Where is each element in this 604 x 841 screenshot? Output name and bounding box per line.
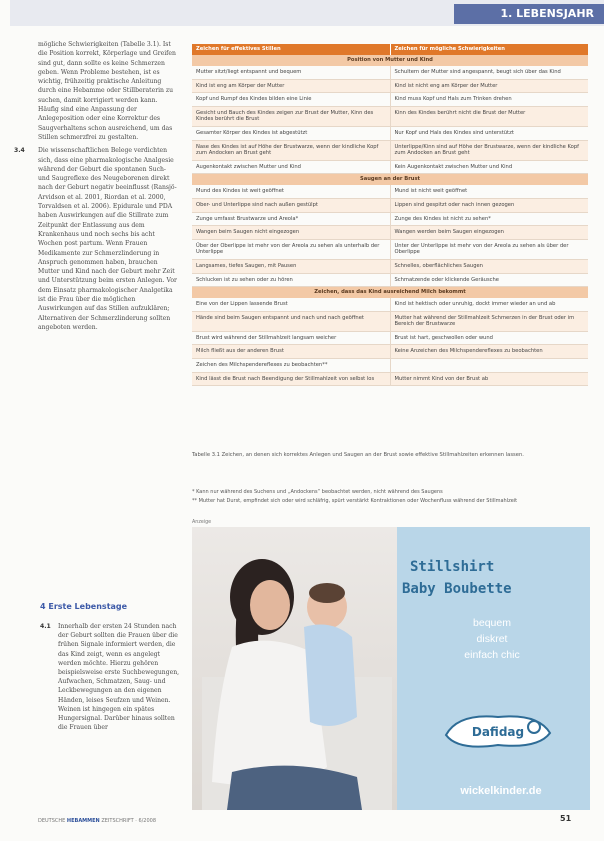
- table-row: [192, 127, 588, 141]
- table-cell-difficulty: Nur Kopf und Hals des Kindes sind unterstützt: [390, 127, 589, 140]
- table-cell-effective: Kopf und Rumpf des Kindes bilden eine Linie: [196, 96, 312, 103]
- table-footnotes: [192, 488, 587, 506]
- table-row: [192, 80, 588, 94]
- table-cell-difficulty: Kind muss Kopf und Hals zum Trinken drehen: [390, 93, 589, 106]
- table-cell-difficulty: Schnelles, oberflächliches Saugen: [390, 260, 589, 273]
- footnote-1: * Kann nur während des Suchens und „Andockens“ beobachtet werden, nicht während des Saugens: [192, 489, 443, 495]
- header-band: [10, 0, 604, 26]
- ad-slogan-3: einfach chic: [464, 649, 520, 661]
- paragraph-4-1: Innerhalb der ersten 24 Stunden nach der Geburt sollten die Frauen über die frühen Signale informiert werden, die das Kind zeigt, wenn es angelegt werden möchte. Hierzu gehören beispielsweise erste Suchbewegungen, Aufwachen, Schmatzen, Saug- und Leckbewegungen an den eigenen Händen, leises Seufzen und Weinen. Weinen ist hingegen ein spätes Hungersignal. Darüber hinaus sollten die Frauen über: [58, 623, 180, 732]
- left-column: [14, 40, 178, 332]
- table-cell-difficulty: Keine Anzeichen des Milchspendereflexes zu beobachten: [390, 345, 589, 358]
- table-row: [192, 298, 588, 312]
- footnote-2: ** Mutter hat Durst, empfindet sich oder wird schläfrig, spürt verstärkt Kontraktionen oder Wochenfluss während der Stillmahlzeit: [192, 498, 518, 504]
- section-tag: 1. LEBENSJAHR: [454, 4, 604, 24]
- table-cell-difficulty: Mutter nimmt Kind von der Brust ab: [390, 373, 589, 386]
- table-cell-effective: Über der Oberlippe ist mehr von der Areola zu sehen als unterhalb der Unterlippe: [196, 242, 380, 256]
- table-row: [192, 66, 588, 80]
- ad-title-line1: Stillshirt: [410, 559, 495, 575]
- table-cell-effective: Brust wird während der Stillmahlzeit langsam weicher: [196, 334, 337, 341]
- journal-brand: HEBAMMEN: [66, 818, 100, 824]
- table-cell-effective: Mund des Kindes ist weit geöffnet: [196, 188, 284, 195]
- table-cell-difficulty: Kind ist hektisch oder unruhig, dockt immer wieder an und ab: [390, 298, 589, 311]
- table-row: [192, 185, 588, 199]
- table-section-title: Saugen an der Brust: [192, 174, 588, 185]
- paragraph-3-4-block: [14, 146, 178, 332]
- advertisement[interactable]: [192, 527, 590, 810]
- table-cell-effective: Milch fließt aus der anderen Brust: [196, 348, 284, 355]
- ad-label: Anzeige: [192, 520, 212, 525]
- table-row: [192, 199, 588, 213]
- table-row: [192, 274, 588, 288]
- table-cell-effective: Gesicht und Bauch des Kindes zeigen zur Brust der Mutter, Kinn des Kindes berührt die Brust: [196, 109, 374, 123]
- table-row: [192, 373, 588, 387]
- table-body: [192, 55, 588, 386]
- table-cell-effective: Augenkontakt zwischen Mutter und Kind: [196, 163, 301, 170]
- journal-suffix: ZEITSCHRIFT · 6/2008: [101, 818, 157, 824]
- table-cell-difficulty: Zunge des Kindes ist nicht zu sehen*: [390, 213, 589, 226]
- table-cell-effective: Hände sind beim Saugen entspannt und nach und nach geöffnet: [196, 314, 364, 321]
- table-cell-effective: Schlucken ist zu sehen oder zu hören: [196, 276, 293, 283]
- table-cell-difficulty: Kinn des Kindes berührt nicht die Brust der Mutter: [390, 107, 589, 126]
- table-cell-difficulty: Lippen sind gespitzt oder nach innen gezogen: [390, 199, 589, 212]
- table-header-left: Zeichen für effektives Stillen: [196, 46, 281, 52]
- ad-slogan-1: bequem: [473, 617, 511, 629]
- ad-slogan-2: diskret: [476, 633, 508, 645]
- table-cell-effective: Gesamter Körper des Kindes ist abgestützt: [196, 129, 308, 136]
- breastfeeding-table: [192, 44, 588, 386]
- table-cell-difficulty: Mund ist nicht weit geöffnet: [390, 185, 589, 198]
- table-cell-difficulty: Schmatzende oder klickende Geräusche: [390, 274, 589, 287]
- table-cell-effective: Kind ist eng am Körper der Mutter: [196, 82, 285, 89]
- ad-title-line2: Baby Boubette: [402, 581, 512, 597]
- table-section-title: Zeichen, dass das Kind ausreichend Milch bekommt: [192, 287, 588, 298]
- paragraph-number: 4.1: [40, 623, 51, 630]
- table-caption: Tabelle 3.1 Zeichen, an denen sich korrektes Anlegen und Saugen an der Brust sowie effektive Stillmahlzeiten erkennen lassen.: [192, 452, 524, 458]
- table-section-title: Position von Mutter und Kind: [192, 55, 588, 66]
- table-cell-difficulty: Unter der Unterlippe ist mehr von der Areola zu sehen als über der Oberlippe: [390, 240, 589, 259]
- left-column-section-4: [40, 622, 182, 732]
- table-row: [192, 213, 588, 227]
- table-cell-effective: Zunge umfasst Brustwarze und Areola*: [196, 215, 299, 222]
- mother-and-baby-photo: [192, 527, 397, 810]
- table-row: [192, 226, 588, 240]
- table-header: [192, 44, 588, 55]
- table-cell-difficulty: Brust ist hart, geschwollen oder wund: [390, 332, 589, 345]
- table-row: [192, 107, 588, 127]
- table-cell-effective: Langsames, tiefes Saugen, mit Pausen: [196, 262, 297, 269]
- table-cell-effective: Mutter sitzt/liegt entspannt und bequem: [196, 69, 302, 75]
- table-cell-effective: Nase des Kindes ist auf Höhe der Brustwarze, wenn der kindliche Kopf zum Andocken an Brust geht: [196, 143, 379, 157]
- table-cell-effective: Zeichen des Milchspendereflexes zu beobachten**: [196, 362, 328, 369]
- photo-illustration: [192, 527, 397, 810]
- table-row: [192, 161, 588, 175]
- page-number: 51: [560, 814, 572, 823]
- table-cell-difficulty: Mutter hat während der Stillmahlzeit Schmerzen in der Brust oder im Bereich der Brustwarze: [390, 312, 589, 331]
- table-cell-effective: Kind lässt die Brust nach Beendigung der Stillmahlzeit von selbst los: [196, 375, 375, 382]
- table-cell-difficulty: Kind ist nicht eng am Körper der Mutter: [390, 80, 589, 93]
- table-row: [192, 359, 588, 373]
- brand-logo-icon: [438, 705, 558, 755]
- ad-url-link[interactable]: wickelkinder.de: [460, 785, 542, 797]
- table-row: [192, 141, 588, 161]
- table-row: [192, 332, 588, 346]
- table-row: [192, 240, 588, 260]
- table-row: [192, 312, 588, 332]
- table-cell-effective: Eine von der Lippen lassende Brust: [196, 301, 288, 308]
- table-cell-difficulty: Wangen werden beim Saugen eingezogen: [390, 226, 589, 239]
- paragraph-intro: mögliche Schwierigkeiten (Tabelle 3.1). Ist die Position korrekt, Körperlage und Greifen sind gut, dann sollte es keine Schmerzen geben. Wenn Probleme bestehen, ist es wichtig, frühzeitig praktische Anleitung durch eine Hebamme oder Stillberaterin zu suchen, damit korrigiert werden kann. Häufig sind eine Anpassung der Anlegeposition oder eine Korrektur des Saugverhaltens schon ausreichend, um das Stillen schmerzfrei zu gestalten.: [38, 41, 176, 141]
- table-row: [192, 260, 588, 274]
- paragraph-number: 3.4: [14, 147, 25, 155]
- table-cell-difficulty: Schultern der Mutter sind angespannt, beugt sich über das Kind: [390, 66, 589, 79]
- section-heading: 4 Erste Lebenstage: [40, 602, 128, 611]
- logo-text: Dafidag: [471, 725, 525, 739]
- table-row: [192, 93, 588, 107]
- table-cell-effective: Wangen beim Saugen nicht eingezogen: [196, 229, 300, 236]
- footer-journal: [38, 818, 156, 824]
- journal-prefix: DEUTSCHE: [38, 818, 66, 824]
- table-row: [192, 345, 588, 359]
- table-header-right: Zeichen für mögliche Schwierigkeiten: [390, 44, 589, 55]
- table-cell-difficulty: [390, 359, 589, 372]
- table-cell-difficulty: Unterlippe/Kinn sind auf Höhe der Brustwarze, wenn der kindliche Kopf zum Andocken an Brust geht: [390, 141, 589, 160]
- table-cell-difficulty: Kein Augenkontakt zwischen Mutter und Kind: [390, 161, 589, 174]
- paragraph-4-1-block: [40, 622, 182, 732]
- paragraph-3-4: Die wissenschaftlichen Belege verdichten sich, dass eine pharmakologische Analgesie während der Geburt die spontanen Such- und Saugreflexe des Neugeborenen direkt nach der Geburt negativ beeinflusst (Ransjö-Arvidson et al. 2001, Riordan et al. 2000, Torvaldsen et al. 2006). Epidurale und PDA haben Auswirkungen auf die Stillrate zum Zeitpunkt der Entlassung aus dem Krankenhaus und noch sechs bis acht Wochen post partum. Wenn Frauen Medikamente zur Schmerzlinderung in Anspruch genommen haben, brauchen Mutter und Kind nach der Geburt mehr Zeit und Unterstützung beim ersten Anlegen. Vor dem Einsatz pharmakologischer Analgetika ist die Frau über die möglichen Auswirkungen auf das Stillen aufzuklären; Alternativen der Schmerzlinderung sollten angeboten werden.: [38, 147, 177, 331]
- table-cell-effective: Ober- und Unterlippe sind nach außen gestülpt: [196, 201, 318, 208]
